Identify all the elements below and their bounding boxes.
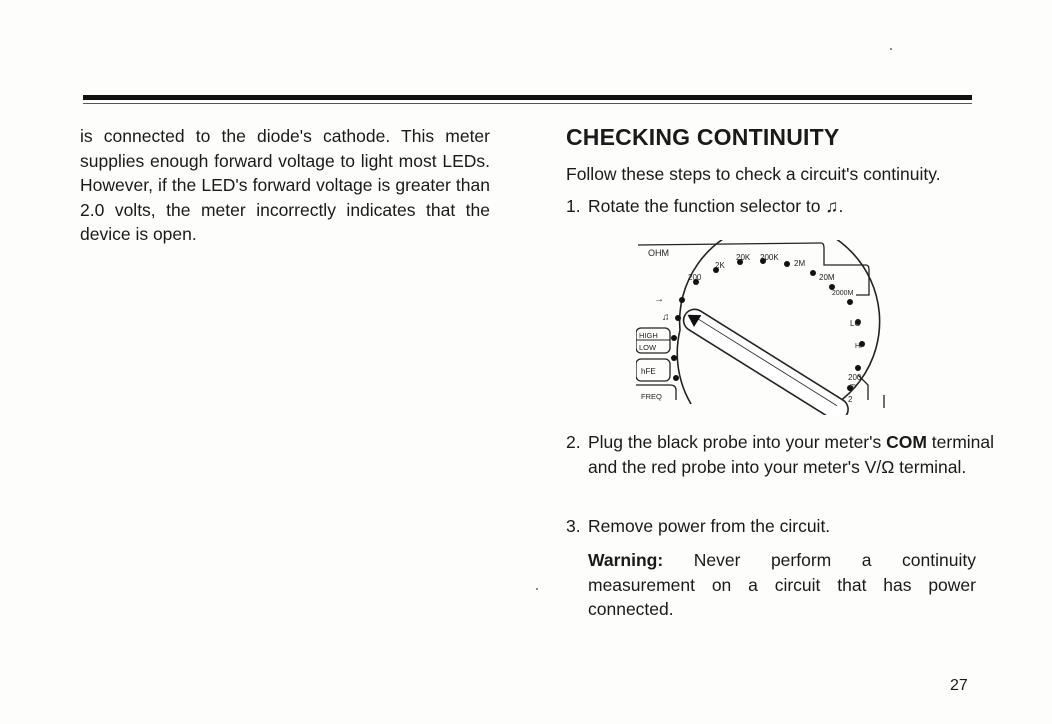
label-20k: 20K [736,253,751,262]
step-number: 2. [566,432,581,452]
step-number: 3. [566,516,581,536]
label-200: 200 [688,273,702,282]
continuity-icon: ♫ [662,312,670,323]
label-200k: 200K [760,253,779,262]
label-cap-200: 200 [848,373,862,382]
warning-text: Never perform a continuity measurement on a circuit that has power connected. [588,550,976,619]
step-3 [566,514,998,539]
page-number: 27 [950,677,968,694]
label-hfe: hFE [641,367,656,376]
scan-speck [536,588,538,590]
step-text: Remove power from the circuit. [588,516,831,536]
continuity-section [566,122,995,619]
step-2 [566,430,998,479]
left-paragraph: is connected to the diode's cathode. This meter supplies enough forward voltage to light most LEDs. However, if the LED's forward voltage is greater than 2.0 volts, the meter incorrectly indicates that the device is open. [80,126,490,244]
warning-note [588,548,976,622]
selector-pointer [679,305,852,415]
step-text-a: Plug the black probe into your meter's [588,432,887,452]
label-cap-2: 2 [848,395,853,404]
label-20m: 20M [819,273,835,282]
step-1 [566,194,976,219]
label-high: HIGH [639,331,658,340]
label-2k: 2K [715,261,725,270]
step-text-b: terminal and the red probe into your meter's V/Ω terminal. [588,432,995,477]
label-2000m: 2000M [832,290,854,297]
warning-label: Warning: [588,550,664,570]
label-low: LOW [639,343,657,352]
top-rule-thin [83,103,972,104]
top-rule-thick [83,95,972,100]
label-freq: FREQ [641,392,662,401]
section-intro: Follow these steps to check a circuit's continuity. [566,164,941,184]
label-cap-unit: m [850,383,856,390]
section-heading: CHECKING CONTINUITY [566,124,840,150]
diode-icon: → [654,294,664,305]
label-hi: HI [855,343,862,350]
label-lo: LO [850,319,861,328]
step-text: Rotate the function selector to ♫. [588,196,844,216]
label-ohm: OHM [648,248,669,258]
com-terminal-label: COM [886,432,927,452]
step-number: 1. [566,196,581,216]
function-selector-dial [636,240,886,415]
scan-speck [890,48,892,50]
label-2m: 2M [794,259,806,268]
